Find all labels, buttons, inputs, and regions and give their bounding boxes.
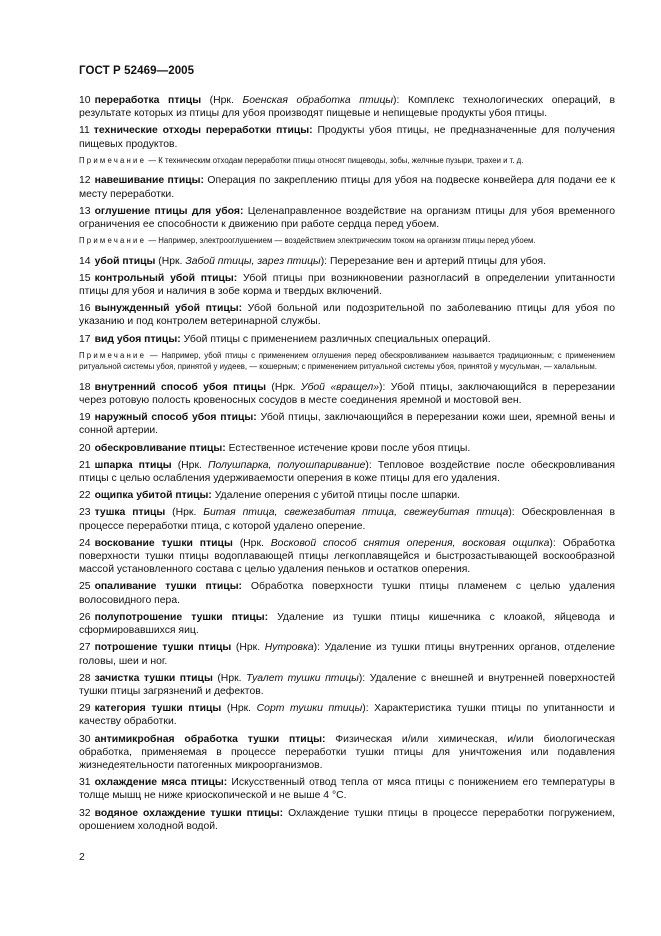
term-entry: [79, 174, 615, 200]
term-definition: Искусственный отвод тепла от мяса птицы с понижением его температуры в толще мышц не ниже криоскопической и не выше 4 °С.: [79, 777, 615, 802]
term-name: категория тушки птицы: [94, 703, 222, 715]
term-name: обескровливание птицы:: [94, 442, 226, 454]
document-header: ГОСТ Р 52469—2005: [79, 65, 195, 77]
term-number: 31: [79, 777, 91, 789]
term-name: воскование тушки птицы: [94, 537, 233, 549]
term-number: 14: [79, 255, 91, 267]
term-name: оглушение птицы для убоя:: [94, 205, 244, 217]
term-number: 10: [79, 95, 91, 106]
synonym-open: (Нрк.: [212, 672, 247, 684]
term-name: полупотрошение тушки птицы:: [94, 611, 269, 623]
term-definition: Обескровленная в процессе переработки птица, с которой удалено оперение.: [79, 507, 616, 532]
term-name: зачистка тушки птицы: [94, 672, 213, 684]
synonym-close: ):: [379, 381, 391, 393]
term-number: 32: [79, 807, 91, 819]
term-definition: Удаление с внешней и внутренней поверхностей тушки птицы загрязнений и дефектов.: [79, 672, 616, 697]
term-entry: [79, 333, 615, 346]
term-definition: Убой птицы с применением различных специальных операций.: [180, 333, 491, 345]
term-number: 26: [79, 611, 91, 623]
synonym-close: ):: [358, 672, 370, 684]
term-name: переработка птицы: [94, 95, 202, 106]
note-label: Примечание: [79, 350, 147, 360]
term-name: технические отходы переработки птицы:: [93, 125, 313, 137]
term-number: 28: [79, 672, 91, 684]
term-definition: Целенаправленное воздействие на организм птицы для убоя временного ограничения ее способности к движению при работе сердца перед убоем.: [79, 205, 615, 230]
synonym-close: ):: [320, 255, 330, 267]
synonym-close: ):: [313, 642, 325, 654]
term-number: 15: [79, 272, 91, 284]
term-name: водяное охлаждение тушки птицы:: [94, 807, 284, 819]
term-entry: [79, 641, 615, 667]
term-number: 13: [79, 205, 91, 217]
synonym-text: Нутровка: [264, 642, 314, 654]
term-definition: Естественное истечение крови после убоя птицы.: [225, 442, 471, 454]
term-name: охлаждение мяса птицы:: [94, 777, 228, 789]
term-entry: [79, 702, 615, 728]
term-entry: [79, 672, 615, 698]
term-number: 16: [79, 303, 91, 315]
note-label: Примечание: [79, 155, 147, 165]
synonym-close: ):: [549, 537, 563, 549]
synonym-text: Битая птица, свежезабитая птица, свежеубитая птица: [203, 507, 509, 519]
term-definition: Физическая и/или химическая, и/или биологическая обработка, применяемая в процессе переработки тушки птицы для уничтожения или подавления жизнедеятельности патогенных микроорганизмов.: [79, 733, 615, 771]
term-note: [79, 235, 615, 247]
synonym-open: (Нрк.: [266, 381, 301, 393]
term-name: вынужденный убой птицы:: [94, 303, 243, 315]
term-number: 21: [79, 459, 91, 471]
term-definition: Убой птицы при возникновении разногласий в определении упитанности птицы для убоя и наличия в зобе корма и твердых включений.: [79, 272, 615, 298]
term-name: тушка птицы: [94, 507, 166, 519]
synonym-text: Убой «вращел»: [300, 381, 379, 393]
term-entry: [79, 411, 615, 437]
term-entry: [79, 506, 615, 532]
term-note: [79, 155, 615, 167]
term-name: наружный способ убоя птицы:: [94, 412, 257, 424]
synonym-close: ):: [365, 459, 378, 471]
term-name: убой птицы: [94, 255, 156, 267]
term-number: 17: [79, 333, 91, 345]
note-text: — Например, электрооглушением — воздействием электрическим током на организм птицы перед убоем.: [148, 236, 536, 246]
term-name: вид убоя птицы:: [94, 333, 181, 345]
terms-list: [79, 94, 615, 837]
term-number: 12: [79, 175, 91, 187]
term-number: 30: [79, 733, 91, 745]
term-name: потрошение тушки птицы: [94, 642, 232, 654]
term-entry: [79, 807, 615, 833]
term-name: контрольный убой птицы:: [94, 272, 238, 284]
term-note: [79, 350, 615, 373]
term-entry: [79, 302, 615, 328]
term-entry: [79, 205, 615, 231]
term-definition: Охлаждение тушки птицы в процессе переработки погружением, орошением холодной водой.: [79, 807, 615, 832]
term-entry: [79, 459, 615, 485]
term-number: 23: [79, 507, 91, 519]
note-label: Примечание: [79, 236, 147, 246]
term-definition: Убой птицы, заключающийся в перерезании через ротовую полость кровеносных сосудов в месте соединения яремной и мостовой вен.: [79, 381, 616, 407]
term-number: 24: [79, 537, 91, 549]
term-number: 19: [79, 412, 91, 424]
term-entry: [79, 94, 615, 120]
term-definition: Перерезание вен и артерий птицы для убоя.: [329, 255, 547, 267]
synonym-text: Забой птицы, зарез птицы: [185, 255, 321, 267]
term-name: антимикробная обработка тушки птицы:: [94, 733, 326, 745]
term-entry: [79, 124, 615, 150]
term-number: 18: [79, 381, 91, 393]
synonym-open: (Нрк.: [155, 255, 186, 267]
term-entry: [79, 776, 615, 802]
synonym-close: ):: [362, 703, 375, 715]
note-text: — Например, убой птицы с применением оглушения перед обескровливанием называется традиционным; с применением ритуальной системы убоя, принятой у иудеев, — кошерным; с применением ритуальной системы убоя, принятой у мусульман, — халальным.: [79, 350, 616, 372]
term-definition: Характеристика тушки птицы по упитанности и качеству обработки.: [79, 703, 615, 728]
term-number: 11: [79, 125, 90, 137]
synonym-open: (Нрк.: [231, 642, 265, 654]
term-definition: Убой больной или подозрительной по заболеванию птицы для убоя по указанию и под контролем ветеринарной службы.: [79, 303, 615, 328]
synonym-text: Полушпарка, полуошпаривание: [207, 459, 366, 471]
term-definition: Продукты убоя птицы, не предназначенные для получения пищевых продуктов.: [79, 125, 615, 150]
term-number: 22: [79, 490, 91, 502]
term-definition: Удаление из тушки птицы внутренних органов, отделение головы, шеи и ног.: [79, 642, 615, 667]
term-entry: [79, 611, 615, 637]
synonym-text: Восковой способ снятия оперения, восковая ощипка: [270, 537, 550, 549]
synonym-close: ):: [508, 507, 522, 519]
synonym-open: (Нрк.: [221, 703, 257, 715]
note-text: — К техническим отходам переработки птицы относят пищеводы, зобы, желчные пузыри, трахеи и т. д.: [148, 155, 524, 165]
term-entry: [79, 580, 615, 606]
synonym-open: (Нрк.: [171, 459, 208, 471]
term-definition: Обработка поверхности тушки птицы водоплавающей птицы легкоплавящейся и быстрозастывающей воскообразной массой установленного состава с целью удаления пеньков и остатков оперения.: [79, 537, 616, 576]
synonym-open: (Нрк.: [201, 95, 243, 106]
term-definition: Удаление оперения с убитой птицы после шпарки.: [211, 490, 461, 502]
term-definition: Тепловое воздействие после обескровливания птицы с целью ослабления удерживаемости оперения в коже птицы для его удаления.: [79, 459, 616, 485]
synonym-text: Сорт тушки птицы: [256, 703, 363, 715]
term-definition: Обработка поверхности тушки птицы пламенем с целью удаления волосовидного пера.: [79, 581, 616, 606]
term-definition: Комплекс технологических операций, в результате которых из птицы для убоя производят пищевые и непищевые продукты убоя птицы.: [79, 95, 616, 120]
term-name: опаливание тушки птицы:: [94, 581, 243, 593]
term-name: шпарка птицы: [94, 459, 172, 471]
synonym-open: (Нрк.: [232, 537, 271, 549]
term-name: ощипка убитой птицы:: [94, 490, 212, 502]
term-number: 25: [79, 581, 91, 593]
term-definition: Убой птицы, заключающийся в перерезании кожи шеи, яремной вены и сонной артерии.: [79, 412, 615, 437]
term-number: 20: [79, 442, 91, 454]
term-entry: [79, 537, 615, 577]
term-entry: [79, 272, 615, 298]
term-entry: [79, 489, 615, 502]
synonym-text: Боенская обработка птицы: [242, 95, 394, 106]
synonym-text: Туалет тушки птицы: [246, 672, 359, 684]
term-entry: [79, 733, 615, 773]
term-definition: Операция по закреплению птицы для убоя на подвеске конвейера для подачи ее к месту переработки.: [79, 175, 615, 200]
term-entry: [79, 442, 615, 455]
term-number: 27: [79, 642, 91, 654]
term-definition: Удаление из тушки птицы кишечника с клоакой, яйцевода и сформировавшихся яиц.: [79, 611, 615, 637]
term-entry: [79, 255, 615, 268]
term-name: внутренний способ убоя птицы: [94, 381, 267, 393]
page-number: 2: [79, 852, 85, 863]
term-number: 29: [79, 703, 91, 715]
synonym-open: (Нрк.: [165, 507, 204, 519]
synonym-close: ):: [393, 95, 409, 106]
term-entry: [79, 381, 615, 407]
term-name: навешивание птицы:: [94, 175, 205, 187]
